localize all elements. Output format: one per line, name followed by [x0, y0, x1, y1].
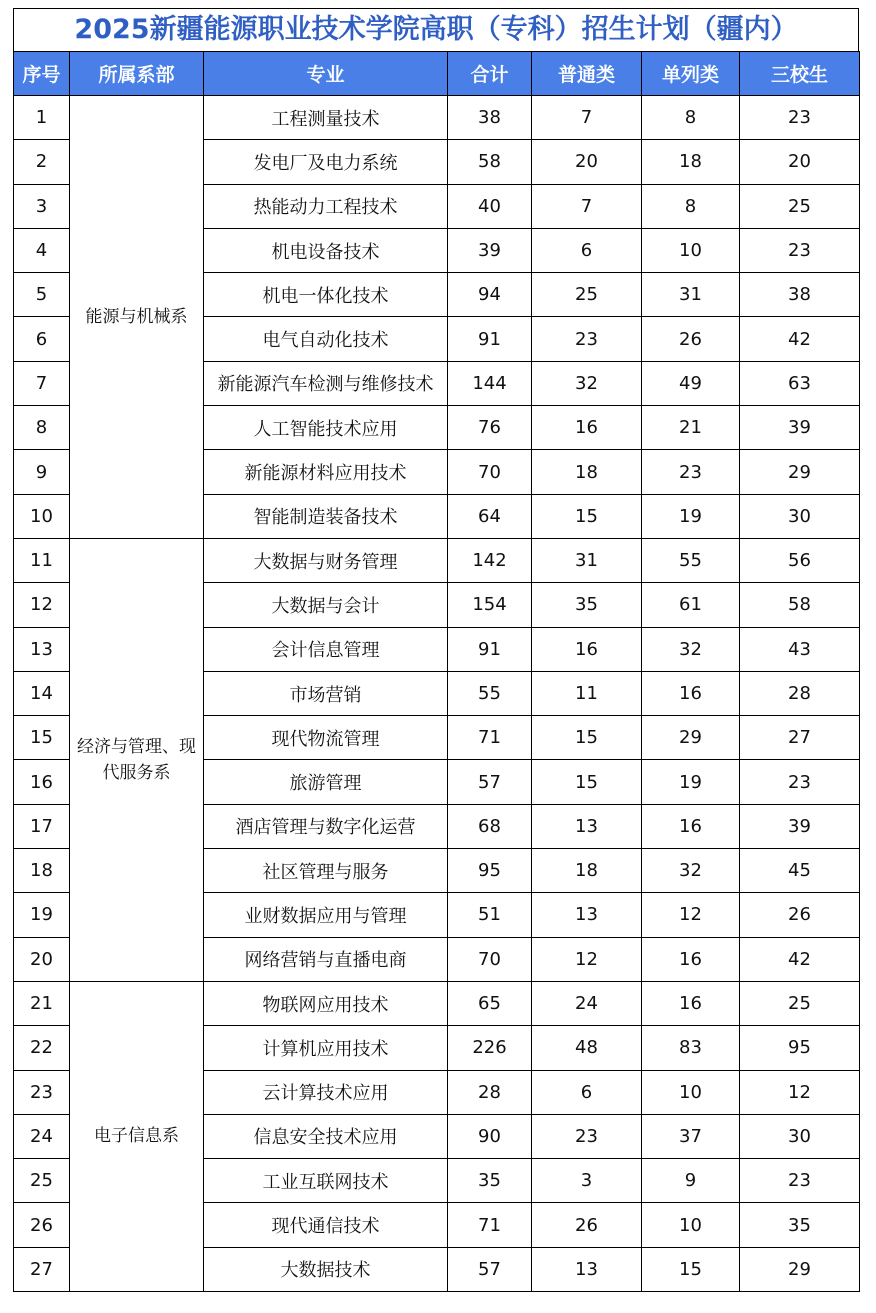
separate-cell: 21: [642, 406, 740, 450]
three-schools-cell: 12: [740, 1070, 860, 1114]
total-cell: 71: [448, 716, 532, 760]
major-cell: 物联网应用技术: [204, 981, 448, 1025]
separate-cell: 31: [642, 273, 740, 317]
separate-cell: 12: [642, 893, 740, 937]
index-cell: 5: [14, 273, 70, 317]
header-index: 序号: [14, 52, 70, 96]
index-cell: 27: [14, 1247, 70, 1291]
separate-cell: 16: [642, 804, 740, 848]
major-cell: 现代物流管理: [204, 716, 448, 760]
separate-cell: 8: [642, 96, 740, 140]
department-cell: 经济与管理、现代服务系: [70, 538, 204, 981]
three-schools-cell: 26: [740, 893, 860, 937]
three-schools-cell: 27: [740, 716, 860, 760]
general-cell: 15: [532, 494, 642, 538]
major-cell: 热能动力工程技术: [204, 184, 448, 228]
general-cell: 7: [532, 96, 642, 140]
general-cell: 23: [532, 1114, 642, 1158]
total-cell: 226: [448, 1026, 532, 1070]
three-schools-cell: 23: [740, 760, 860, 804]
general-cell: 13: [532, 893, 642, 937]
three-schools-cell: 25: [740, 981, 860, 1025]
three-schools-cell: 28: [740, 671, 860, 715]
index-cell: 20: [14, 937, 70, 981]
total-cell: 68: [448, 804, 532, 848]
general-cell: 15: [532, 760, 642, 804]
general-cell: 48: [532, 1026, 642, 1070]
general-cell: 12: [532, 937, 642, 981]
separate-cell: 26: [642, 317, 740, 361]
total-cell: 71: [448, 1203, 532, 1247]
three-schools-cell: 30: [740, 1114, 860, 1158]
separate-cell: 15: [642, 1247, 740, 1291]
general-cell: 25: [532, 273, 642, 317]
three-schools-cell: 30: [740, 494, 860, 538]
three-schools-cell: 56: [740, 538, 860, 582]
separate-cell: 19: [642, 760, 740, 804]
total-cell: 40: [448, 184, 532, 228]
major-cell: 新能源汽车检测与维修技术: [204, 361, 448, 405]
separate-cell: 10: [642, 1203, 740, 1247]
separate-cell: 19: [642, 494, 740, 538]
general-cell: 32: [532, 361, 642, 405]
general-cell: 11: [532, 671, 642, 715]
major-cell: 市场营销: [204, 671, 448, 715]
separate-cell: 49: [642, 361, 740, 405]
separate-cell: 16: [642, 937, 740, 981]
general-cell: 16: [532, 406, 642, 450]
three-schools-cell: 63: [740, 361, 860, 405]
department-cell: 电子信息系: [70, 981, 204, 1291]
major-cell: 现代通信技术: [204, 1203, 448, 1247]
separate-cell: 55: [642, 538, 740, 582]
major-cell: 社区管理与服务: [204, 849, 448, 893]
three-schools-cell: 35: [740, 1203, 860, 1247]
general-cell: 6: [532, 228, 642, 272]
index-cell: 6: [14, 317, 70, 361]
three-schools-cell: 23: [740, 228, 860, 272]
major-cell: 会计信息管理: [204, 627, 448, 671]
three-schools-cell: 38: [740, 273, 860, 317]
index-cell: 23: [14, 1070, 70, 1114]
index-cell: 17: [14, 804, 70, 848]
general-cell: 31: [532, 538, 642, 582]
major-cell: 计算机应用技术: [204, 1026, 448, 1070]
index-cell: 1: [14, 96, 70, 140]
major-cell: 发电厂及电力系统: [204, 140, 448, 184]
header-department: 所属系部: [70, 52, 204, 96]
header-general: 普通类: [532, 52, 642, 96]
general-cell: 23: [532, 317, 642, 361]
header-separate: 单列类: [642, 52, 740, 96]
header-row: [14, 52, 860, 96]
general-cell: 7: [532, 184, 642, 228]
header-total: 合计: [448, 52, 532, 96]
major-cell: 机电设备技术: [204, 228, 448, 272]
index-cell: 4: [14, 228, 70, 272]
separate-cell: 9: [642, 1159, 740, 1203]
total-cell: 95: [448, 849, 532, 893]
total-cell: 90: [448, 1114, 532, 1158]
separate-cell: 32: [642, 627, 740, 671]
table-row: [14, 981, 860, 1025]
total-cell: 154: [448, 583, 532, 627]
total-cell: 70: [448, 450, 532, 494]
three-schools-cell: 39: [740, 804, 860, 848]
index-cell: 25: [14, 1159, 70, 1203]
three-schools-cell: 39: [740, 406, 860, 450]
total-cell: 57: [448, 1247, 532, 1291]
general-cell: 20: [532, 140, 642, 184]
plan-document: [13, 8, 859, 1292]
total-cell: 58: [448, 140, 532, 184]
general-cell: 13: [532, 804, 642, 848]
major-cell: 智能制造装备技术: [204, 494, 448, 538]
three-schools-cell: 29: [740, 1247, 860, 1291]
separate-cell: 83: [642, 1026, 740, 1070]
total-cell: 38: [448, 96, 532, 140]
general-cell: 26: [532, 1203, 642, 1247]
major-cell: 人工智能技术应用: [204, 406, 448, 450]
document-title: 2025新疆能源职业技术学院高职（专科）招生计划（疆内）: [13, 8, 859, 51]
table-body: [14, 96, 860, 1292]
index-cell: 2: [14, 140, 70, 184]
total-cell: 142: [448, 538, 532, 582]
three-schools-cell: 43: [740, 627, 860, 671]
separate-cell: 10: [642, 1070, 740, 1114]
separate-cell: 18: [642, 140, 740, 184]
index-cell: 7: [14, 361, 70, 405]
three-schools-cell: 45: [740, 849, 860, 893]
total-cell: 35: [448, 1159, 532, 1203]
separate-cell: 29: [642, 716, 740, 760]
total-cell: 70: [448, 937, 532, 981]
index-cell: 26: [14, 1203, 70, 1247]
major-cell: 大数据技术: [204, 1247, 448, 1291]
major-cell: 工业互联网技术: [204, 1159, 448, 1203]
major-cell: 业财数据应用与管理: [204, 893, 448, 937]
separate-cell: 61: [642, 583, 740, 627]
total-cell: 76: [448, 406, 532, 450]
total-cell: 91: [448, 627, 532, 671]
major-cell: 新能源材料应用技术: [204, 450, 448, 494]
separate-cell: 10: [642, 228, 740, 272]
index-cell: 11: [14, 538, 70, 582]
three-schools-cell: 23: [740, 96, 860, 140]
index-cell: 14: [14, 671, 70, 715]
index-cell: 8: [14, 406, 70, 450]
total-cell: 65: [448, 981, 532, 1025]
general-cell: 16: [532, 627, 642, 671]
three-schools-cell: 58: [740, 583, 860, 627]
major-cell: 电气自动化技术: [204, 317, 448, 361]
index-cell: 10: [14, 494, 70, 538]
major-cell: 机电一体化技术: [204, 273, 448, 317]
separate-cell: 16: [642, 981, 740, 1025]
index-cell: 24: [14, 1114, 70, 1158]
table-row: [14, 96, 860, 140]
total-cell: 144: [448, 361, 532, 405]
major-cell: 旅游管理: [204, 760, 448, 804]
header-major: 专业: [204, 52, 448, 96]
table-row: [14, 538, 860, 582]
separate-cell: 32: [642, 849, 740, 893]
major-cell: 酒店管理与数字化运营: [204, 804, 448, 848]
total-cell: 28: [448, 1070, 532, 1114]
department-cell: 能源与机械系: [70, 96, 204, 539]
three-schools-cell: 25: [740, 184, 860, 228]
major-cell: 大数据与财务管理: [204, 538, 448, 582]
separate-cell: 16: [642, 671, 740, 715]
three-schools-cell: 95: [740, 1026, 860, 1070]
three-schools-cell: 20: [740, 140, 860, 184]
enrollment-table: [13, 51, 860, 1292]
general-cell: 6: [532, 1070, 642, 1114]
separate-cell: 37: [642, 1114, 740, 1158]
three-schools-cell: 42: [740, 317, 860, 361]
general-cell: 35: [532, 583, 642, 627]
index-cell: 16: [14, 760, 70, 804]
separate-cell: 23: [642, 450, 740, 494]
general-cell: 3: [532, 1159, 642, 1203]
separate-cell: 8: [642, 184, 740, 228]
index-cell: 18: [14, 849, 70, 893]
general-cell: 24: [532, 981, 642, 1025]
three-schools-cell: 29: [740, 450, 860, 494]
three-schools-cell: 42: [740, 937, 860, 981]
general-cell: 18: [532, 450, 642, 494]
index-cell: 12: [14, 583, 70, 627]
total-cell: 91: [448, 317, 532, 361]
major-cell: 网络营销与直播电商: [204, 937, 448, 981]
major-cell: 云计算技术应用: [204, 1070, 448, 1114]
major-cell: 信息安全技术应用: [204, 1114, 448, 1158]
general-cell: 18: [532, 849, 642, 893]
major-cell: 工程测量技术: [204, 96, 448, 140]
index-cell: 22: [14, 1026, 70, 1070]
total-cell: 51: [448, 893, 532, 937]
index-cell: 9: [14, 450, 70, 494]
index-cell: 19: [14, 893, 70, 937]
total-cell: 64: [448, 494, 532, 538]
index-cell: 13: [14, 627, 70, 671]
total-cell: 94: [448, 273, 532, 317]
major-cell: 大数据与会计: [204, 583, 448, 627]
total-cell: 57: [448, 760, 532, 804]
total-cell: 55: [448, 671, 532, 715]
index-cell: 3: [14, 184, 70, 228]
general-cell: 13: [532, 1247, 642, 1291]
general-cell: 15: [532, 716, 642, 760]
header-three-schools: 三校生: [740, 52, 860, 96]
total-cell: 39: [448, 228, 532, 272]
three-schools-cell: 23: [740, 1159, 860, 1203]
index-cell: 15: [14, 716, 70, 760]
index-cell: 21: [14, 981, 70, 1025]
